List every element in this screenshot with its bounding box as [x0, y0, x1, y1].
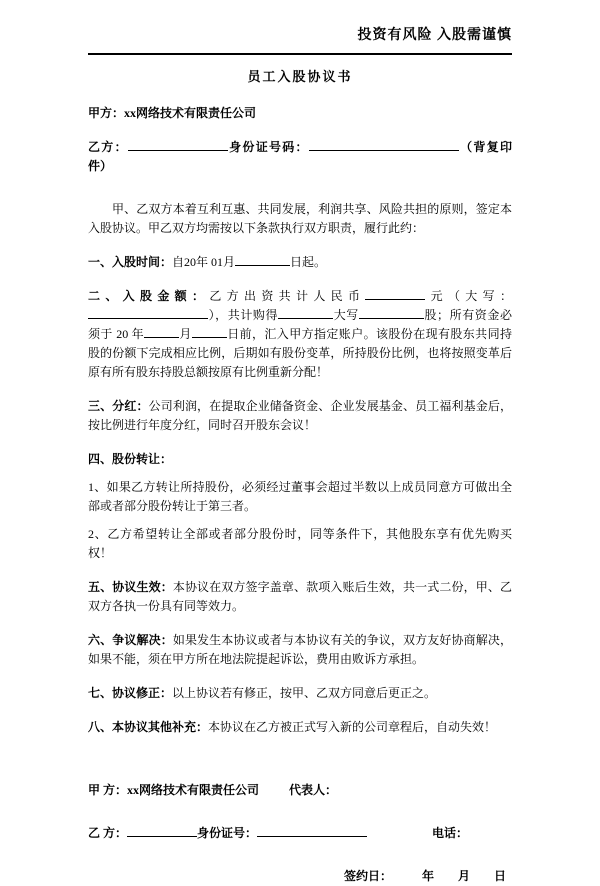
copy-note: （背复印件） [88, 140, 512, 173]
clause-2-text-4: 大写 [333, 308, 359, 322]
clause-7-body: 以上协议若有修正，按甲、乙双方同意后更正之。 [172, 686, 437, 700]
clause-2-shares-caps-blank [359, 307, 424, 319]
clause-8-body: 本协议在乙方被正式写入新的公司章程后，自动失效！ [208, 720, 497, 734]
clause-3 [88, 397, 512, 435]
clause-2-text-2: 元（大写： [425, 289, 512, 303]
party-b-name-blank [128, 139, 228, 151]
clause-7-heading: 七、协议修正： [88, 686, 173, 700]
clause-7 [88, 684, 512, 703]
sign-date-day-label: 日 [493, 869, 506, 883]
clause-5-body: 本协议在双方签字盖章、款项入账后生效，共一式二份，甲、乙双方各执一份具有同等效力。 [88, 580, 512, 613]
clause-8 [88, 718, 512, 737]
party-a-name: xx网络技术有限责任公司 [124, 106, 257, 120]
clause-2-text-6: 月 [179, 327, 192, 341]
party-b-line [88, 138, 512, 176]
clause-2-text-3: ），共计购得 [208, 308, 279, 322]
party-b-label: 乙方： [88, 140, 128, 154]
clause-2-shares-blank [278, 307, 333, 319]
signature-party-b-row [88, 824, 512, 843]
clause-8-heading: 八、本协议其他补充： [88, 720, 209, 734]
signature-id-blank [257, 825, 367, 837]
clause-6-heading: 六、争议解决： [88, 633, 173, 647]
signature-id-label: 身份证号： [197, 826, 258, 840]
clause-2-text-7: 日前，汇入甲方指定账户。该股份在现有股东共同持股的份额下完成相应比例，后期如有股份变革，所持股份比例，也将按照变革后原有所有股东持股总额按原有比例重新分配！ [88, 327, 512, 379]
party-b-id-label: 身份证号码： [227, 140, 309, 154]
signature-rep-label: 代表人： [289, 783, 338, 797]
signature-party-b-blank [127, 825, 197, 837]
clause-2-amount-caps-blank [88, 307, 208, 319]
intro-paragraph: 甲、乙双方本着互利互惠、共同发展，利润共享、风险共担的原则，签定本入股协议。甲乙双方均需按以下条款执行双方职责，履行此约： [88, 202, 512, 235]
party-a-label: 甲方： [88, 106, 125, 120]
clause-1-text-post: 日起。 [290, 255, 327, 269]
clause-2-month-blank [144, 326, 179, 338]
signature-block [88, 781, 512, 886]
clause-1-heading: 一、入股时间： [88, 255, 173, 269]
party-b-id-blank [309, 139, 459, 151]
clause-4-item-1: 1、如果乙方转让所持股份，必须经过董事会超过半数以上成员同意方可做出全部或者部分股份转让于第三者。 [88, 480, 512, 513]
clause-1-text-pre: 自20年 01月 [172, 255, 236, 269]
clause-4-item-2: 2、乙方希望转让全部或者部分股份时，同等条件下，其他股东享有优先购买权！ [88, 527, 512, 560]
signature-party-a-name: xx网络技术有限责任公司 [127, 783, 260, 797]
clause-3-heading: 三、分红： [88, 399, 149, 413]
clause-4-heading: 四、股份转让： [88, 452, 173, 466]
risk-disclaimer: 投资有风险 入股需谨慎 [357, 28, 512, 43]
clause-6-body: 如果发生本协议或者与本协议有关的争议，双方友好协商解决，如果不能，须在甲方所在地法院提起诉讼，费用由败诉方承担。 [88, 633, 512, 666]
sign-date-month-label: 月 [457, 869, 470, 883]
clause-2-text-5: 股；所有资金必须于 20 年 [88, 308, 512, 341]
header-divider [88, 53, 512, 55]
clause-1 [88, 253, 512, 272]
clause-2 [88, 287, 512, 382]
clause-5-heading: 五、协议生效： [88, 580, 173, 594]
clause-6 [88, 631, 512, 669]
signature-phone-label: 电话： [431, 826, 468, 840]
clause-5 [88, 578, 512, 616]
page-title: 员工入股协议书 [247, 69, 353, 84]
clause-2-text-1: 乙方出资共计人民币 [209, 289, 366, 303]
clause-1-day-blank [235, 254, 290, 266]
sign-date-label: 签约日： [343, 869, 392, 883]
signature-party-a-label: 甲 方： [88, 783, 128, 797]
party-a-line [88, 104, 512, 123]
sign-date-year-label: 年 [421, 869, 434, 883]
signature-party-b-label: 乙 方： [88, 826, 128, 840]
clause-2-amount-blank [365, 288, 425, 300]
clause-3-body: 公司利润，在提取企业储备资金、企业发展基金、员工福利基金后，按比例进行年度分红，同时召开股东会议！ [88, 399, 512, 432]
signature-party-a-row [88, 781, 512, 800]
signature-date-row [88, 867, 506, 886]
clause-2-day-blank [192, 326, 227, 338]
clause-2-heading: 二、入股金额： [88, 289, 210, 303]
